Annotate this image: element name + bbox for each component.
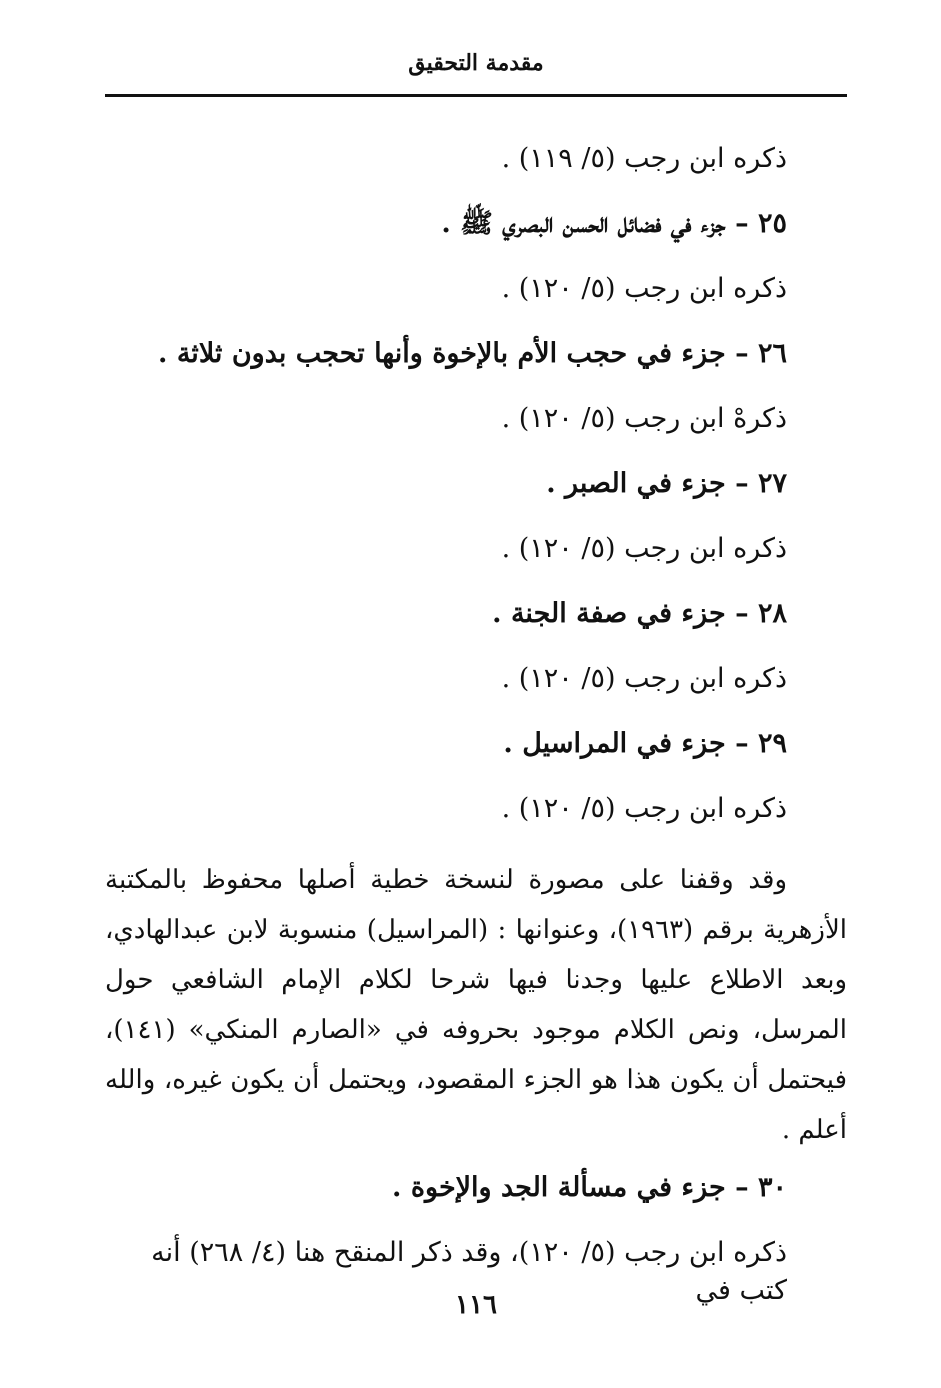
running-header: مقدمة التحقيق (408, 50, 544, 76)
page-body (105, 140, 847, 1310)
reference-line: ذكرهْ ابن رجب (٥/ ١٢٠) . (501, 403, 787, 434)
header-rule (105, 94, 847, 97)
entry-heading: ٢٩ – جزء في المراسيل . (503, 728, 787, 759)
entry-heading: ٢٦ – جزء في حجب الأم بالإخوة وأنها تحجب بدون ثلاثة . (158, 338, 787, 369)
reference-line: ذكره ابن رجب (٥/ ١١٩) . (501, 143, 787, 174)
body-paragraph: وقد وقفنا على مصورة لنسخة خطية أصلها محفوظ بالمكتبة الأزهرية برقم (١٩٦٣)، وعنوانها : (المراسيل) منسوبة لابن عبدالهادي، وبعد الاطلاع عليها وجدنا فيها شرحا لكلام الإمام الشافعي حول المرسل، ونص الكلام موجود بحروفه في «الصارم المنكي» (١٤١)، فيحتمل أن يكون هذا هو الجزء المقصود، ويحتمل أن يكون غيره، والله أعلم . (105, 865, 847, 1145)
entry-heading: ٢٧ – جزء في الصبر . (546, 468, 787, 499)
entry-heading: ٢٨ – جزء في صفة الجنة . (492, 598, 787, 629)
reference-line: ذكره ابن رجب (٥/ ١٢٠)، وقد ذكر المنقح هنا (٤/ ٢٦٨) أنه كتب في (151, 1237, 787, 1306)
page-number: ١١٦ (455, 1290, 497, 1320)
entry-heading: ٢٥ – جزء في فضائل الحسن البصري ﷺ . (441, 208, 787, 239)
reference-line: ذكره ابن رجب (٥/ ١٢٠) . (501, 533, 787, 564)
reference-line: ذكره ابن رجب (٥/ ١٢٠) . (501, 793, 787, 824)
reference-line: ذكره ابن رجب (٥/ ١٢٠) . (501, 663, 787, 694)
reference-line: ذكره ابن رجب (٥/ ١٢٠) . (501, 273, 787, 304)
entry-heading: ٣٠ – جزء في مسألة الجد والإخوة . (392, 1172, 787, 1203)
